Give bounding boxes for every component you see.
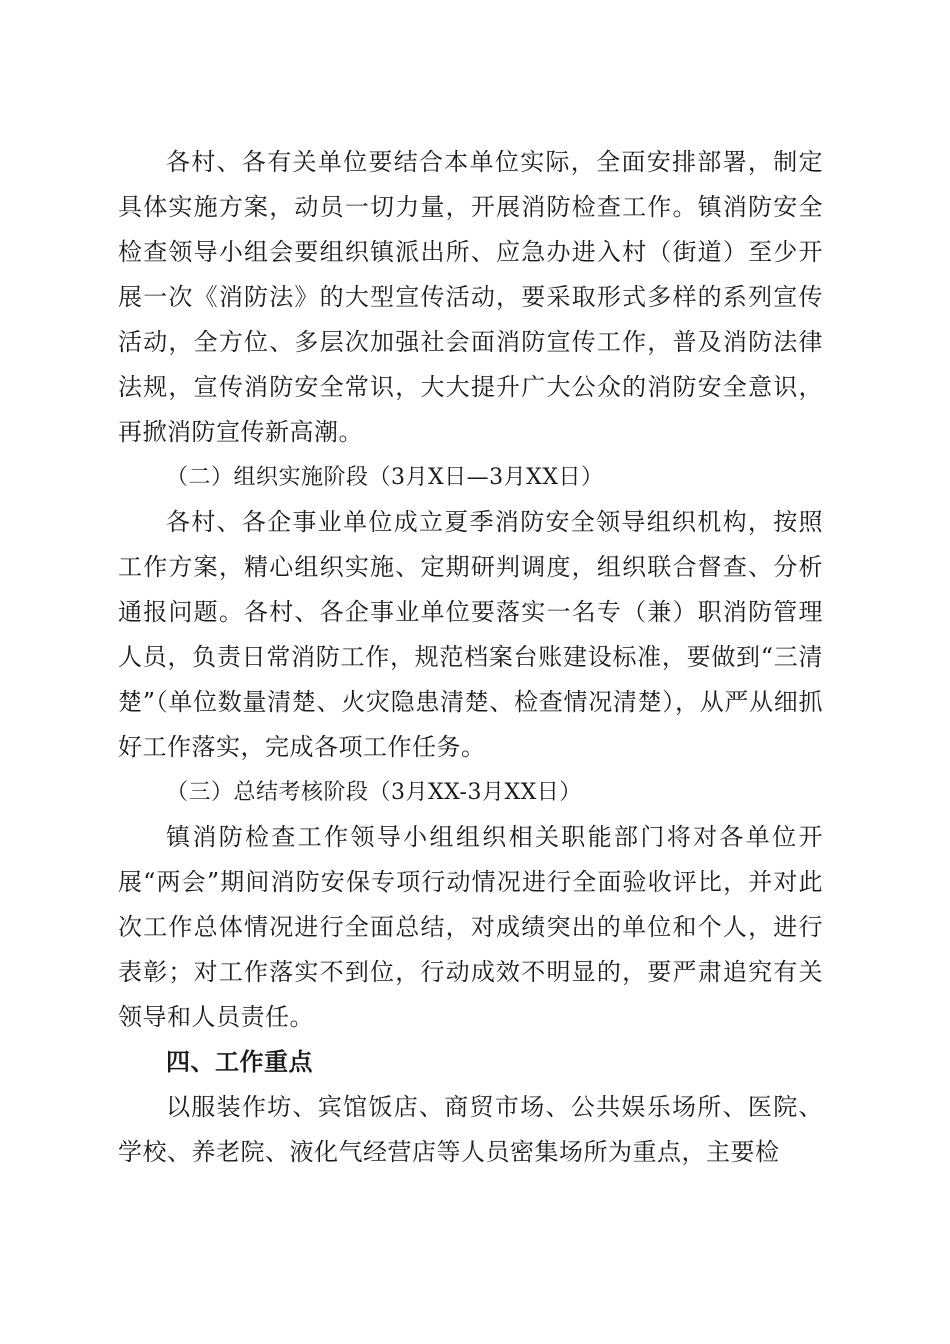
subheading-assessment-stage: （三）总结考核阶段（3月XX-3月XX日） [166, 780, 582, 805]
paragraph-work-focus: 以服装作坊、宾馆饭店、商贸市场、公共娱乐场所、医院、学校、养老院、液化气经营店等人员密集场所为重点，主要检 [118, 1093, 823, 1166]
paragraph-implementation-stage: 各村、各企事业单位成立夏季消防安全领导组织机构，按照工作方案，精心组织实施、定期研判调度，组织联合督查、分析通报问题。各村、各企事业单位要落实一名专（兼）职消防管理人员，负责日常消防工作，规范档案台账建设标准，要做到“三清楚”（单位数量清楚、火灾隐患清楚、检查情况清楚），从严从细抓好工作落实，完成各项工作任务。 [118, 508, 823, 761]
subheading-implementation-stage: （二）组织实施阶段（3月X日—3月XX日） [166, 465, 604, 490]
section-heading-work-focus: 四、工作重点 [166, 1048, 313, 1076]
paragraph-assessment-stage: 镇消防检查工作领导小组组织相关职能部门将对各单位开展“两会”期间消防安保专项行动情况进行全面验收评比，并对此次工作总体情况进行全面总结，对成绩突出的单位和个人，进行表彰；对工作落实不到位，行动成效不明显的，要严肃追究有关领导和人员责任。 [118, 823, 823, 1031]
paragraph-publicity-stage: 各村、各有关单位要结合本单位实际，全面安排部署，制定具体实施方案，动员一切力量，开展消防检查工作。镇消防安全检查领导小组会要组织镇派出所、应急办进入村（街道）至少开展一次《消防法》的大型宣传活动，要采取形式多样的系列宣传活动，全方位、多层次加强社会面消防宣传工作，普及消防法律法规，宣传消防安全常识，大大提升广大公众的消防安全意识，再掀消防宣传新高潮。 [118, 148, 823, 446]
document-body [118, 140, 823, 1175]
